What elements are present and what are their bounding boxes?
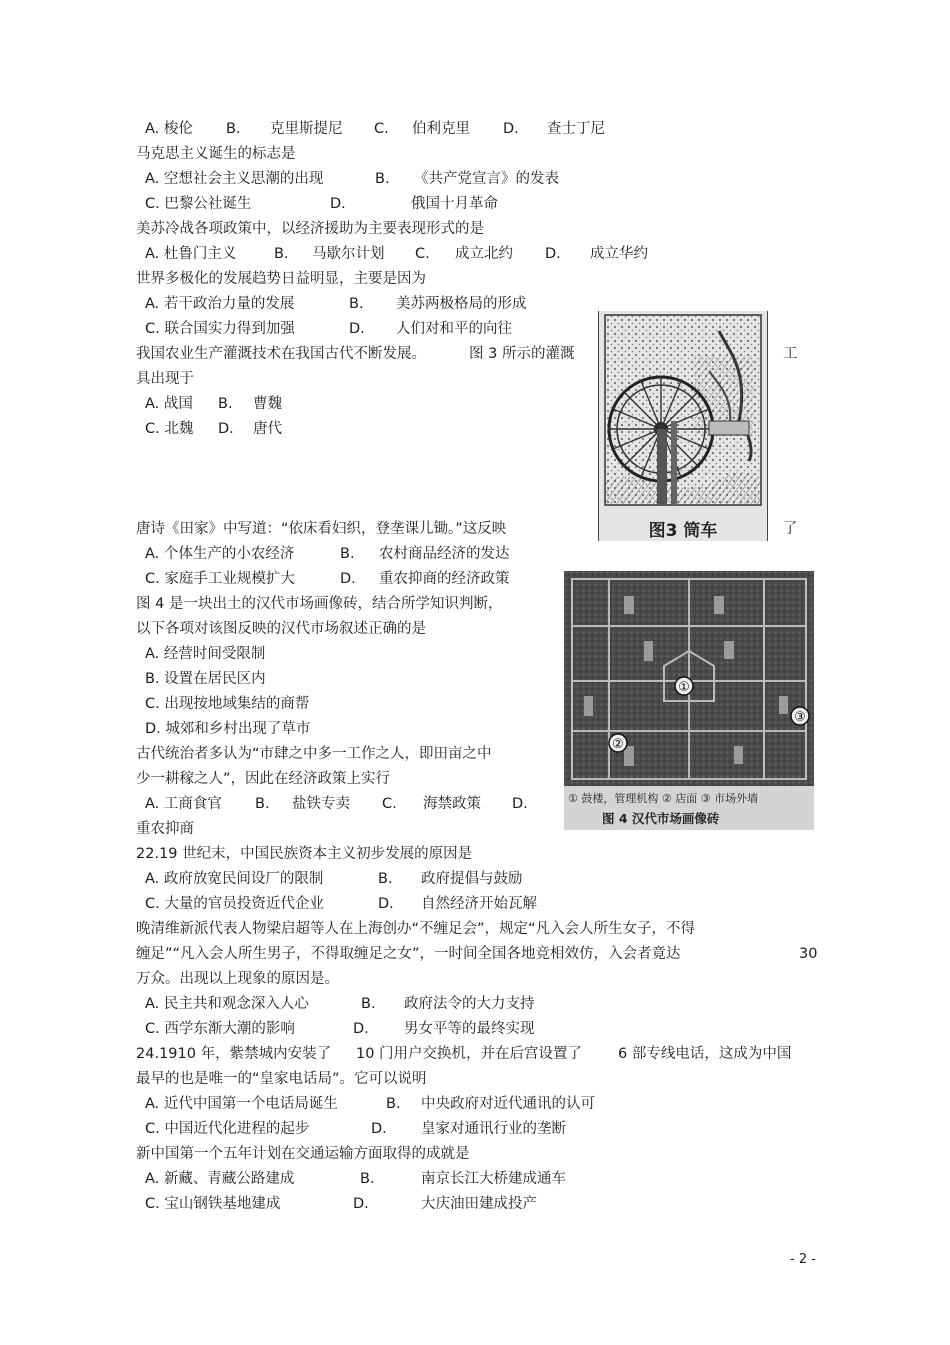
text-segment: D. xyxy=(545,246,561,262)
text-segment: 30 xyxy=(799,946,818,962)
text-segment: D. xyxy=(218,421,234,437)
text-segment: 重农抑商 xyxy=(136,821,194,837)
text-segment: 图 4 是一块出土的汉代市场画像砖，结合所学知识判断， xyxy=(136,596,503,612)
text-segment: B. 设置在居民区内 xyxy=(145,671,266,687)
figure-3-caption: 图3 筒车 xyxy=(648,521,718,541)
text-segment: A. 空想社会主义思潮的出现 xyxy=(145,171,324,187)
text-segment: 南京长江大桥建成通车 xyxy=(421,1171,566,1187)
market-brick-rubbing xyxy=(564,571,814,786)
text-segment: 我国农业生产灌溉技术在我国古代不断发展。 xyxy=(136,346,426,362)
text-segment: 马歇尔计划 xyxy=(312,246,385,262)
text-segment: D. xyxy=(371,1121,387,1137)
text-segment: 俄国十月革命 xyxy=(411,196,498,212)
text-segment: 海禁政策 xyxy=(423,796,481,812)
text-segment: B. xyxy=(378,871,393,887)
text-segment: 男女平等的最终实现 xyxy=(404,1021,535,1037)
text-segment: 少一耕稼之人”，因此在经济政策上实行 xyxy=(136,771,391,787)
text-segment: C. 中国近代化进程的起步 xyxy=(145,1121,310,1137)
text-segment: A. 政府放宽民间设厂的限制 xyxy=(145,871,324,887)
text-segment: 《共产党宣言》的发表 xyxy=(414,171,559,187)
text-segment: 查士丁尼 xyxy=(547,121,605,137)
text-segment: 政府提倡与鼓励 xyxy=(421,871,523,887)
text-segment: A. 工商食官 xyxy=(145,796,222,812)
text-segment: D. xyxy=(353,1196,369,1212)
text-segment: 10 门用户交换机，并在后宫设置了 xyxy=(356,1046,583,1062)
text-segment: B. xyxy=(361,996,376,1012)
text-segment: 中央政府对近代通讯的认可 xyxy=(421,1096,595,1112)
text-segment: 古代统治者多认为“市肆之中多一工作之人，即田亩之中 xyxy=(136,746,492,762)
text-segment: 图 3 所示的灌溉 xyxy=(469,346,575,362)
figure-4-market-brick xyxy=(564,571,814,830)
text-segment: B. xyxy=(226,121,241,137)
page-number: - 2 - xyxy=(790,1252,816,1267)
figure-4-caption: 图 4 汉代市场画像砖 xyxy=(602,811,720,826)
text-segment: A. 若干政治力量的发展 xyxy=(145,296,295,312)
text-segment: D. xyxy=(349,321,365,337)
text-segment: B. xyxy=(255,796,270,812)
text-segment: B. xyxy=(340,546,355,562)
text-segment: C. 家庭手工业规模扩大 xyxy=(145,571,295,587)
text-segment: A. 战国 xyxy=(145,396,193,412)
text-segment: 美苏冷战各项政策中，以经济援助为主要表现形式的是 xyxy=(136,221,484,237)
text-segment: D. xyxy=(330,196,346,212)
text-segment: D. xyxy=(378,896,394,912)
text-segment: 自然经济开始瓦解 xyxy=(421,896,537,912)
text-segment: 成立北约 xyxy=(455,246,513,262)
text-segment: 大庆油田建成投产 xyxy=(421,1196,537,1212)
text-segment: B. xyxy=(375,171,390,187)
text-segment: D. xyxy=(340,571,356,587)
text-segment: 世界多极化的发展趋势日益明显，主要是因为 xyxy=(136,271,426,287)
text-segment: 曹魏 xyxy=(253,396,282,412)
figure-3-water-wheel xyxy=(598,311,768,541)
text-segment: D. xyxy=(353,1021,369,1037)
text-segment: 新中国第一个五年计划在交通运输方面取得的成就是 xyxy=(136,1146,470,1162)
text-segment: C. 大量的官员投资近代企业 xyxy=(145,896,324,912)
text-segment: C. 西学东渐大潮的影响 xyxy=(145,1021,295,1037)
text-segment: D. xyxy=(503,121,519,137)
marker-1: ① xyxy=(678,680,690,695)
text-segment: 工 xyxy=(783,346,798,362)
text-segment: D. xyxy=(512,796,528,812)
text-segment: A. 杜鲁门主义 xyxy=(145,246,237,262)
text-segment: 农村商品经济的发达 xyxy=(379,546,510,562)
text-segment: A. 经营时间受限制 xyxy=(145,646,266,662)
text-segment: 晚清维新派代表人物梁启超等人在上海创办“不缠足会”，规定“凡入会人所生女子，不得 xyxy=(136,921,696,937)
text-segment: 最早的也是唯一的“皇家电话局”。它可以说明 xyxy=(136,1071,427,1087)
text-segment: 以下各项对该图反映的汉代市场叙述正确的是 xyxy=(136,621,426,637)
text-segment: 具出现于 xyxy=(136,371,194,387)
text-segment: 唐代 xyxy=(253,421,282,437)
text-segment: C. 宝山钢铁基地建成 xyxy=(145,1196,281,1212)
text-segment: A. 近代中国第一个电话局诞生 xyxy=(145,1096,338,1112)
text-segment: A. 民主共和观念深入人心 xyxy=(145,996,309,1012)
text-segment: 22.19 世纪末，中国民族资本主义初步发展的原因是 xyxy=(136,846,473,862)
text-segment: 伯利克里 xyxy=(412,121,470,137)
text-segment: A. 梭伦 xyxy=(145,121,193,137)
text-segment: 克里斯提尼 xyxy=(270,121,343,137)
text-segment: C. 北魏 xyxy=(145,421,194,437)
text-segment: 唐诗《田家》中写道：“依床看妇织，登垄课儿锄。”这反映 xyxy=(136,521,507,537)
text-segment: C. xyxy=(382,796,397,812)
text-segment: 政府法令的大力支持 xyxy=(404,996,535,1012)
text-segment: B. xyxy=(386,1096,401,1112)
text-segment: C. 巴黎公社诞生 xyxy=(145,196,252,212)
marker-3: ③ xyxy=(794,710,806,725)
water-wheel-illustration xyxy=(599,311,767,541)
text-segment: A. 新藏、青藏公路建成 xyxy=(145,1171,295,1187)
text-segment: 美苏两极格局的形成 xyxy=(396,296,527,312)
text-segment: C. 联合国实力得到加强 xyxy=(145,321,295,337)
text-segment: 成立华约 xyxy=(590,246,648,262)
figure-4-legend: ① 鼓楼，管理机构 ② 店面 ③ 市场外墙 xyxy=(568,792,759,805)
text-segment: B. xyxy=(349,296,364,312)
text-segment: A. 个体生产的小农经济 xyxy=(145,546,295,562)
text-segment: 盐铁专卖 xyxy=(292,796,350,812)
marker-2: ② xyxy=(612,737,624,752)
text-segment: B. xyxy=(218,396,233,412)
text-segment: C. 出现按地域集结的商帮 xyxy=(145,696,310,712)
text-segment: C. xyxy=(415,246,430,262)
text-segment: 了 xyxy=(783,521,798,537)
text-segment: B. xyxy=(360,1171,375,1187)
text-segment: 万众。出现以上现象的原因是。 xyxy=(136,971,339,987)
text-segment: 皇家对通讯行业的垄断 xyxy=(421,1121,566,1137)
text-segment: 马克思主义诞生的标志是 xyxy=(136,146,296,162)
text-segment: D. 城郊和乡村出现了草市 xyxy=(145,721,311,737)
text-segment: 6 部专线电话，这成为中国 xyxy=(618,1046,792,1062)
text-segment: 缠足”“凡入会人所生男子，不得取缠足之女”，一时间全国各地竞相效仿，入会者竟达 xyxy=(136,946,681,962)
text-segment: 重农抑商的经济政策 xyxy=(379,571,510,587)
text-segment: 24.1910 年，紫禁城内安装了 xyxy=(136,1046,332,1062)
text-segment: C. xyxy=(374,121,389,137)
text-segment: B. xyxy=(274,246,289,262)
text-segment: 人们对和平的向往 xyxy=(396,321,512,337)
